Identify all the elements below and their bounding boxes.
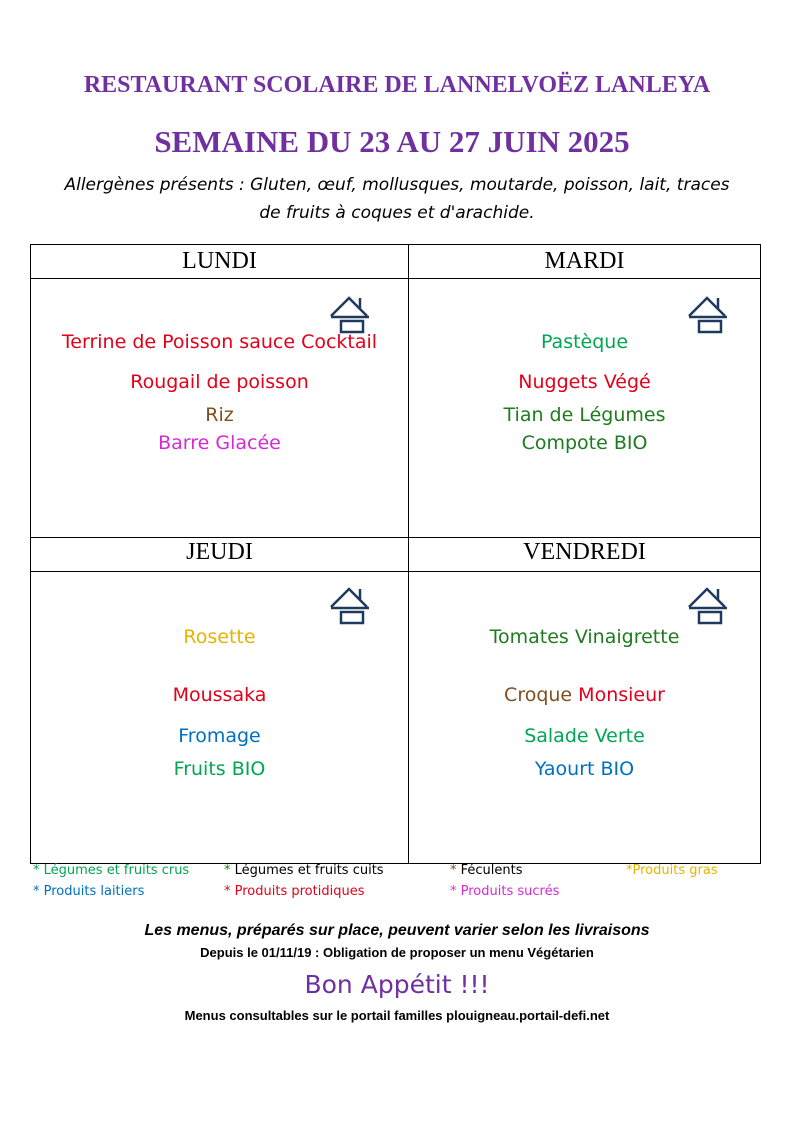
vegetarian-note: Depuis le 01/11/19 : Obligation de proposer un menu Végétarien: [200, 945, 594, 960]
legend-raw-fruits-vegetables: * Légumes et fruits crus: [33, 863, 190, 878]
legend-cooked-label: Légumes et fruits cuits: [230, 863, 384, 878]
dish-tuesday-side: Tian de Légumes: [503, 404, 666, 426]
menu-grid: [30, 244, 761, 864]
menu-variation-note: Les menus, préparés sur place, peuvent varier selon les livraisons: [144, 922, 650, 939]
house-icon: [687, 586, 731, 626]
dish-tuesday-main: Nuggets Végé: [518, 371, 651, 393]
dish-friday-dessert: Yaourt BIO: [534, 758, 635, 780]
greeting: Bon Appétit !!!: [304, 970, 490, 999]
row-divider-middle: [31, 537, 760, 538]
day-name-thursday: JEUDI: [186, 539, 253, 565]
legend-dairy-products: * Produits laitiers: [33, 884, 145, 899]
day-name-tuesday: MARDI: [544, 248, 625, 274]
legend-protein-products: * Produits protidiques: [224, 884, 365, 899]
allergens-line-2: de fruits à coques et d'arachide.: [259, 203, 535, 223]
dish-thursday-cheese: Fromage: [178, 725, 261, 747]
legend-bullet: *: [450, 863, 457, 878]
legend-cooked-fruits-vegetables: [224, 863, 384, 878]
dish-friday-starter: Tomates Vinaigrette: [489, 626, 680, 648]
portal-note: Menus consultables sur le portail familles plouigneau.portail-defi.net: [184, 1008, 610, 1023]
allergens-line-1: Allergènes présents : Gluten, œuf, mollusques, moutarde, poisson, lait, traces: [64, 175, 730, 195]
row-divider-lower: [31, 571, 760, 572]
day-name-monday: LUNDI: [182, 248, 257, 274]
dish-thursday-main: Moussaka: [172, 684, 267, 706]
dish-friday-main-part2: Monsieur: [578, 684, 665, 706]
dish-thursday-dessert: Fruits BIO: [173, 758, 266, 780]
dish-monday-starter: Terrine de Poisson sauce Cocktail: [61, 331, 378, 353]
allergens-note: [30, 171, 764, 227]
legend-starches-label: Féculents: [456, 863, 523, 878]
restaurant-title: RESTAURANT SCOLAIRE DE LANNELVOËZ LANLEYA: [83, 72, 711, 98]
dish-monday-dessert: Barre Glacée: [158, 432, 281, 454]
row-divider-top: [31, 278, 760, 279]
house-icon: [687, 295, 731, 335]
dish-friday-main-part1: Croque: [504, 684, 579, 706]
dish-thursday-starter: Rosette: [183, 626, 256, 648]
dish-monday-side: Riz: [205, 404, 234, 426]
house-icon: [329, 586, 373, 626]
day-name-friday: VENDREDI: [523, 539, 646, 565]
legend-bullet: *: [224, 863, 231, 878]
dish-friday-main: [408, 684, 761, 706]
dish-tuesday-starter: Pastèque: [540, 331, 629, 353]
dish-friday-side: Salade Verte: [524, 725, 645, 747]
dish-tuesday-dessert: Compote BIO: [521, 432, 648, 454]
legend-starches: [450, 863, 523, 878]
dish-monday-main: Rougail de poisson: [130, 371, 309, 393]
week-title: SEMAINE DU 23 AU 27 JUIN 2025: [154, 124, 630, 159]
house-icon: [329, 295, 373, 335]
legend-sweet-products: * Produits sucrés: [450, 884, 560, 899]
legend-fatty-products: *Produits gras: [626, 863, 718, 878]
